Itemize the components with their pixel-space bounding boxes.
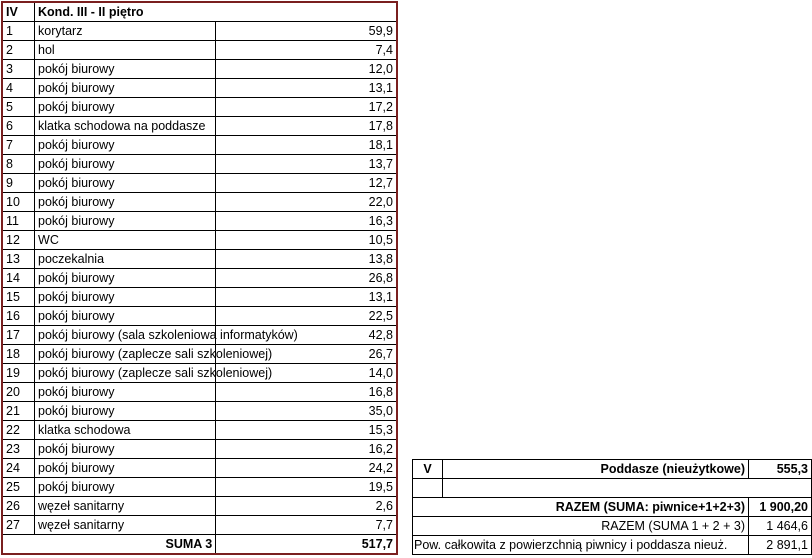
- blank-cell[interactable]: [443, 479, 812, 498]
- rooms-table: [1, 1, 398, 555]
- room-name[interactable]: węzeł sanitarny: [35, 516, 216, 535]
- sum-value[interactable]: 517,7: [216, 535, 397, 555]
- room-name[interactable]: klatka schodowa: [35, 421, 216, 440]
- room-name[interactable]: hol: [35, 41, 216, 60]
- table-row: [2, 193, 397, 212]
- attic-label[interactable]: Poddasze (nieużytkowe): [443, 460, 749, 479]
- table-row: [2, 440, 397, 459]
- room-area[interactable]: 10,5: [216, 231, 397, 250]
- table-row: [2, 60, 397, 79]
- room-name[interactable]: klatka schodowa na poddasze: [35, 117, 216, 136]
- summary-table: [412, 459, 812, 555]
- row-number[interactable]: 22: [2, 421, 35, 440]
- total-basement-label[interactable]: RAZEM (SUMA: piwnice+1+2+3): [413, 498, 749, 517]
- row-number[interactable]: 19: [2, 364, 35, 383]
- room-name[interactable]: pokój biurowy: [35, 402, 216, 421]
- table-row: [2, 383, 397, 402]
- row-number[interactable]: 3: [2, 60, 35, 79]
- room-area[interactable]: 17,8: [216, 117, 397, 136]
- room-name[interactable]: poczekalnia: [35, 250, 216, 269]
- table-header-row: [2, 2, 397, 22]
- row-number[interactable]: 10: [2, 193, 35, 212]
- room-name[interactable]: pokój biurowy: [35, 136, 216, 155]
- total-floors-label[interactable]: RAZEM (SUMA 1 + 2 + 3): [413, 517, 749, 536]
- table-row: [2, 98, 397, 117]
- room-name[interactable]: korytarz: [35, 22, 216, 41]
- section-number[interactable]: IV: [2, 2, 35, 22]
- row-number[interactable]: 7: [2, 136, 35, 155]
- blank-cell[interactable]: [413, 479, 443, 498]
- table-row: [2, 117, 397, 136]
- row-number[interactable]: 1: [2, 22, 35, 41]
- sum-label[interactable]: SUMA 3: [2, 535, 216, 555]
- row-number[interactable]: 8: [2, 155, 35, 174]
- total-area-value[interactable]: 2 891,1: [749, 536, 812, 555]
- room-name[interactable]: pokój biurowy: [35, 60, 216, 79]
- row-number[interactable]: 20: [2, 383, 35, 402]
- table-row: [2, 307, 397, 326]
- room-area[interactable]: 7,7: [216, 516, 397, 535]
- row-number[interactable]: 18: [2, 345, 35, 364]
- row-number[interactable]: 5: [2, 98, 35, 117]
- row-number[interactable]: 11: [2, 212, 35, 231]
- table-row: [2, 174, 397, 193]
- room-area[interactable]: 12,0: [216, 60, 397, 79]
- table-row: [2, 22, 397, 41]
- row-number[interactable]: 25: [2, 478, 35, 497]
- row-number[interactable]: 15: [2, 288, 35, 307]
- table-row: [2, 516, 397, 535]
- room-area[interactable]: 13,8: [216, 250, 397, 269]
- row-number[interactable]: 24: [2, 459, 35, 478]
- room-name[interactable]: pokój biurowy (zaplecze sali szkoleniowej): [35, 364, 216, 383]
- room-area[interactable]: 15,3: [216, 421, 397, 440]
- room-area[interactable]: 12,7: [216, 174, 397, 193]
- total-area-label[interactable]: Pow. całkowita z powierzchnią piwnicy i poddasza nieuż.: [413, 536, 749, 555]
- row-number[interactable]: 6: [2, 117, 35, 136]
- table-row: [2, 421, 397, 440]
- room-area[interactable]: 13,1: [216, 288, 397, 307]
- blank-row: [413, 479, 812, 498]
- table-row: [2, 478, 397, 497]
- total-basement-value[interactable]: 1 900,20: [749, 498, 812, 517]
- total-floors-row: [413, 517, 812, 536]
- room-area[interactable]: 19,5: [216, 478, 397, 497]
- room-name[interactable]: pokój biurowy: [35, 440, 216, 459]
- table-row: [2, 41, 397, 60]
- total-basement-row: [413, 498, 812, 517]
- room-area[interactable]: 22,0: [216, 193, 397, 212]
- room-area[interactable]: 13,7: [216, 155, 397, 174]
- row-number[interactable]: 21: [2, 402, 35, 421]
- table-row: [2, 231, 397, 250]
- room-area[interactable]: 26,7: [216, 345, 397, 364]
- row-number[interactable]: 16: [2, 307, 35, 326]
- table-row: [2, 250, 397, 269]
- room-name[interactable]: pokój biurowy: [35, 478, 216, 497]
- room-name[interactable]: pokój biurowy (zaplecze sali szkoleniowej): [35, 345, 216, 364]
- table-row: [2, 345, 397, 364]
- row-number[interactable]: 9: [2, 174, 35, 193]
- table-row: [2, 136, 397, 155]
- room-area[interactable]: 7,4: [216, 41, 397, 60]
- room-name[interactable]: pokój biurowy: [35, 212, 216, 231]
- table-row: [2, 269, 397, 288]
- room-area[interactable]: 16,3: [216, 212, 397, 231]
- room-area[interactable]: 2,6: [216, 497, 397, 516]
- room-name[interactable]: pokój biurowy: [35, 174, 216, 193]
- total-floors-value[interactable]: 1 464,6: [749, 517, 812, 536]
- table-row: [2, 212, 397, 231]
- table-row: [2, 326, 397, 345]
- row-number[interactable]: 12: [2, 231, 35, 250]
- room-area[interactable]: 14,0: [216, 364, 397, 383]
- room-name[interactable]: pokój biurowy: [35, 383, 216, 402]
- room-name[interactable]: WC: [35, 231, 216, 250]
- section-title[interactable]: Kond. III - II piętro: [35, 2, 397, 22]
- row-number[interactable]: 26: [2, 497, 35, 516]
- table-row: [2, 288, 397, 307]
- room-name[interactable]: pokój biurowy (sala szkoleniowa informatyków): [35, 326, 216, 345]
- row-number[interactable]: 13: [2, 250, 35, 269]
- room-area[interactable]: 59,9: [216, 22, 397, 41]
- room-area[interactable]: 13,1: [216, 79, 397, 98]
- table-row: [2, 459, 397, 478]
- row-number[interactable]: 2: [2, 41, 35, 60]
- table-row: [2, 155, 397, 174]
- attic-row: [413, 460, 812, 479]
- room-area[interactable]: 26,8: [216, 269, 397, 288]
- room-area[interactable]: 18,1: [216, 136, 397, 155]
- sum-row: [2, 535, 397, 555]
- room-name[interactable]: pokój biurowy: [35, 459, 216, 478]
- table-row: [2, 79, 397, 98]
- room-name[interactable]: pokój biurowy: [35, 269, 216, 288]
- room-name[interactable]: pokój biurowy: [35, 155, 216, 174]
- room-name[interactable]: pokój biurowy: [35, 288, 216, 307]
- room-name[interactable]: pokój biurowy: [35, 79, 216, 98]
- room-name[interactable]: węzeł sanitarny: [35, 497, 216, 516]
- room-area[interactable]: 17,2: [216, 98, 397, 117]
- rooms-table-body: [2, 2, 397, 554]
- row-number[interactable]: 14: [2, 269, 35, 288]
- room-area[interactable]: 16,2: [216, 440, 397, 459]
- room-area[interactable]: 16,8: [216, 383, 397, 402]
- row-number[interactable]: 23: [2, 440, 35, 459]
- table-row: [2, 497, 397, 516]
- room-name[interactable]: pokój biurowy: [35, 193, 216, 212]
- table-row: [2, 364, 397, 383]
- room-area[interactable]: 42,8: [216, 326, 397, 345]
- room-area[interactable]: 22,5: [216, 307, 397, 326]
- attic-number[interactable]: V: [413, 460, 443, 479]
- room-name[interactable]: pokój biurowy: [35, 307, 216, 326]
- room-area[interactable]: 35,0: [216, 402, 397, 421]
- row-number[interactable]: 4: [2, 79, 35, 98]
- table-row: [2, 402, 397, 421]
- total-area-row: [413, 536, 812, 555]
- attic-value[interactable]: 555,3: [749, 460, 812, 479]
- row-number[interactable]: 27: [2, 516, 35, 535]
- room-name[interactable]: pokój biurowy: [35, 98, 216, 117]
- room-area[interactable]: 24,2: [216, 459, 397, 478]
- row-number[interactable]: 17: [2, 326, 35, 345]
